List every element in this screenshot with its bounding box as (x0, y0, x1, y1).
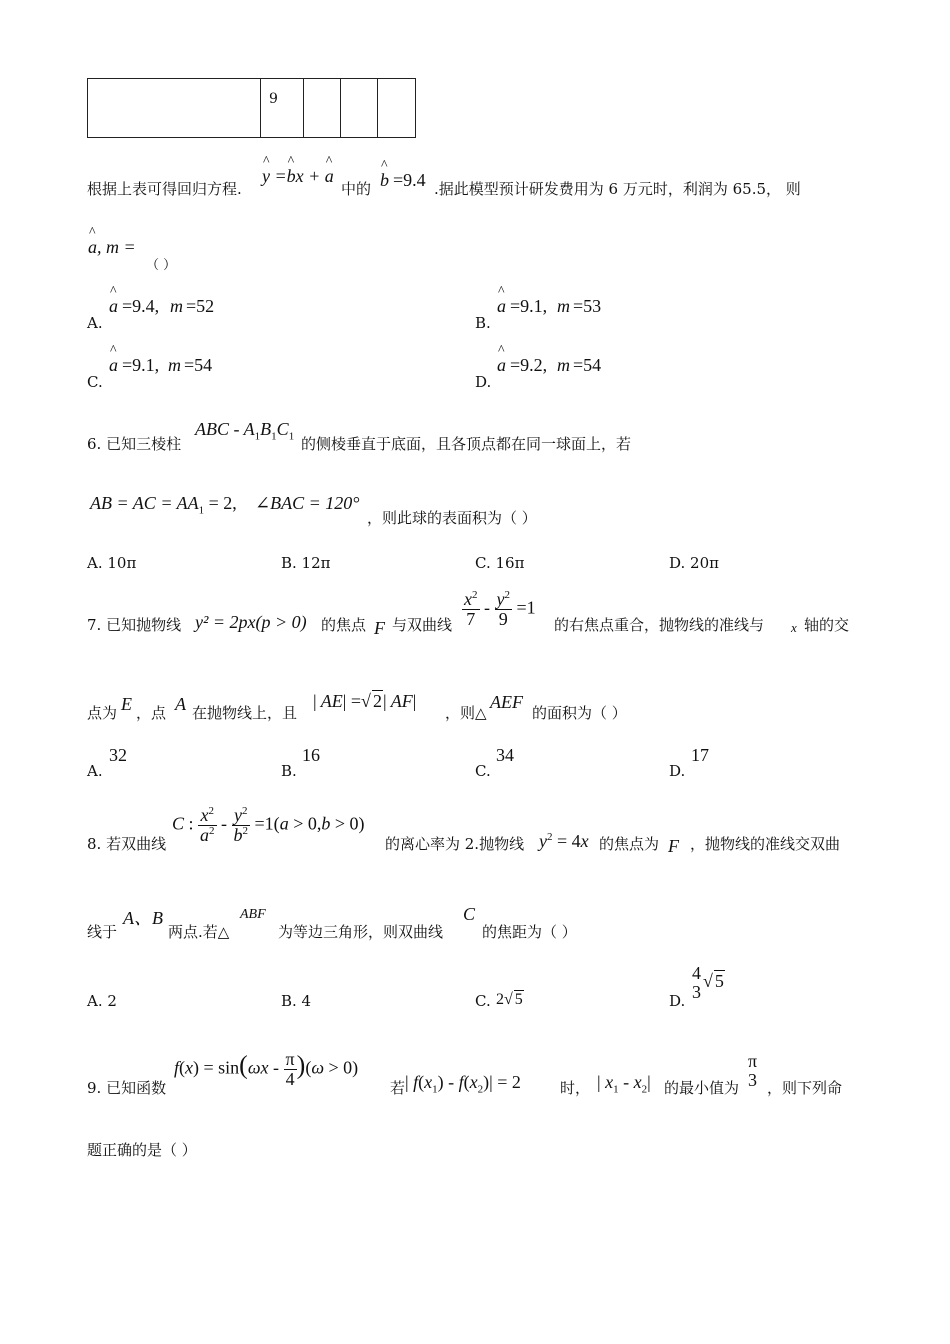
q9-line2: 题正确的是（ ） (87, 1141, 197, 1159)
option-value: 34 (496, 745, 514, 765)
b-value: =9.4 (393, 170, 426, 190)
q6-option-c[interactable]: C. 16π (475, 554, 525, 572)
table-cell (88, 79, 261, 138)
q7-text1: 的焦点 (321, 616, 367, 634)
q7-number: 7. 已知抛物线 (87, 616, 182, 634)
option-value: 16 (302, 745, 320, 765)
option-label: C. (87, 373, 103, 391)
option-value-2sqrt5: 2√ 5 (496, 991, 523, 1008)
cond-value: = 2, (208, 493, 237, 513)
option-a-value: =9.2, (510, 355, 548, 375)
option-a-hat: ^ a (497, 355, 506, 376)
option-m-var: m (557, 296, 570, 316)
q6-option-d[interactable]: D. 20π (669, 554, 719, 572)
ask-am: ^ a, m = (88, 237, 136, 258)
difference-condition: | $f(x_1) - f(x_2)| = 2$ (405, 1072, 521, 1096)
data-table (87, 78, 416, 138)
parabola-equation: y² = 2px(p > 0) (195, 612, 307, 632)
option-a-value: =9.4, (122, 296, 160, 316)
q8-line2-c: 为等边三角形，则双曲线 (278, 923, 444, 941)
triangle-abf: ABF (240, 907, 266, 922)
option-label: D. (669, 762, 686, 780)
option-a-hat: ^ a (497, 296, 506, 317)
option-label: A. (87, 762, 103, 780)
triangle-aef: AEF (490, 692, 523, 712)
q7-text3: 的右焦点重合，抛物线的准线与 (554, 616, 765, 634)
option-m-value: =54 (184, 355, 213, 375)
q7-line2-c: 在抛物线上，且 (192, 704, 298, 722)
q8-text3: ，抛物线的准线交双曲 (690, 835, 841, 853)
x-variable: x (791, 620, 797, 635)
option-m-var: m (557, 355, 570, 375)
parabola-y2-4x: $y^2 = 4x$ (539, 831, 589, 851)
prism-text: ABC - A (195, 419, 255, 439)
option-label: C. (475, 992, 491, 1010)
focus-f: F (668, 836, 679, 856)
q9-text3: 的最小值为 (664, 1079, 740, 1097)
option-m-var: m (170, 296, 183, 316)
q8-line2-d: 的焦距为（ ） (482, 923, 577, 941)
option-value: 17 (691, 745, 709, 765)
option-m-value: =54 (573, 355, 602, 375)
focus-f: F (374, 618, 385, 638)
q6-option-b[interactable]: B. 12π (281, 554, 331, 572)
hyperbola-c: C : $\frac{x^2}{a^2}$ - $\frac{y^2}{b^2}$ =1(a > 0,b > 0) (172, 805, 365, 845)
option-label: D. (475, 373, 492, 391)
q8-option-a[interactable]: A. 2 (87, 992, 117, 1010)
option-label: B. (281, 762, 297, 780)
points-ab: A、B (123, 908, 163, 928)
curve-c: C (463, 904, 476, 924)
q8-text2: 的焦点为 (599, 835, 660, 853)
q6-text2: ，则此球的表面积为（ ） (367, 509, 537, 527)
function-f: f(x) = sin(ωx - $\frac{\pi}{4}$ )(ω > 0) (174, 1049, 359, 1089)
q9-text2: 时， (560, 1079, 591, 1097)
option-label: C. (475, 762, 491, 780)
q8-option-b[interactable]: B. 4 (281, 992, 312, 1010)
option-label: D. (669, 992, 686, 1010)
q8-number: 8. 若双曲线 (87, 835, 167, 853)
option-a-value: =9.1, (510, 296, 548, 316)
x-difference: | $x_1 - x_2|$ (597, 1072, 651, 1096)
q8-text1: 的离心率为 2.抛物线 (385, 835, 525, 853)
q6-condition: AB = AC = $AA_1 = 2$, (90, 493, 237, 517)
hyperbola-equation: $\frac{x^2}{7}$ - $\frac{y^2}{9}$ =1 (464, 589, 536, 629)
regression-equation: ^ y =^ bx + ^ a (262, 166, 334, 187)
q8-line2-a: 线于 (87, 923, 118, 941)
b-hat: ^ b (380, 170, 389, 191)
table-cell: 9 (261, 79, 304, 138)
q7-line2-b: ，点 (136, 704, 167, 722)
point-a: A (175, 694, 186, 714)
q5-text-mid: 中的 (341, 180, 372, 198)
prism-name: ABC - $A_1B_1C_1$ (195, 419, 295, 443)
option-m-value: =52 (186, 296, 215, 316)
option-m-var: m (168, 355, 181, 375)
q7-text4: 轴的交 (804, 616, 850, 634)
q9-number: 9. 已知函数 (87, 1079, 167, 1097)
q7-line2-d: ，则△ (445, 704, 487, 722)
table-cell (304, 79, 341, 138)
point-e: E (121, 694, 132, 714)
q6-angle: ∠BAC = 120° (255, 493, 360, 513)
q7-text2: 与双曲线 (392, 616, 453, 634)
q7-line2-a: 点为 (87, 704, 118, 722)
q9-text4: ，则下列命 (767, 1079, 843, 1097)
q9-text1: 若 (390, 1079, 406, 1097)
option-value: 32 (109, 745, 127, 765)
q6-number: 6. 已知三棱柱 (87, 435, 182, 453)
table-cell (378, 79, 416, 138)
q8-line2-b: 两点.若△ (168, 923, 230, 941)
q6-option-a[interactable]: A. 10π (87, 554, 137, 572)
q5-ask-tail: （ ） (146, 258, 177, 273)
option-m-value: =53 (573, 296, 602, 316)
ae-af-relation: | AE| =√ 2| AF| (313, 691, 417, 711)
cond-text: AB = AC = AA (90, 493, 199, 513)
q6-text1: 的侧棱垂直于底面，且各顶点都在同一球面上，若 (301, 435, 632, 453)
option-a-hat: ^ a (109, 355, 118, 376)
pi-over-3: π 3 (748, 1051, 758, 1090)
q7-line2-e: 的面积为（ ） (532, 704, 627, 722)
option-value-4over3-sqrt5: 4 3 √ 5 (692, 963, 724, 1002)
option-a-value: =9.1, (122, 355, 160, 375)
option-label: B. (475, 314, 491, 332)
option-a-hat: ^ a (109, 296, 118, 317)
q5-text-before: 根据上表可得回归方程. (87, 180, 242, 198)
option-label: A. (87, 314, 103, 332)
q5-text-after: .据此模型预计研发费用为 6 万元时，利润为 65.5， 则 (434, 180, 801, 198)
table-cell (341, 79, 378, 138)
table-row (88, 79, 416, 138)
